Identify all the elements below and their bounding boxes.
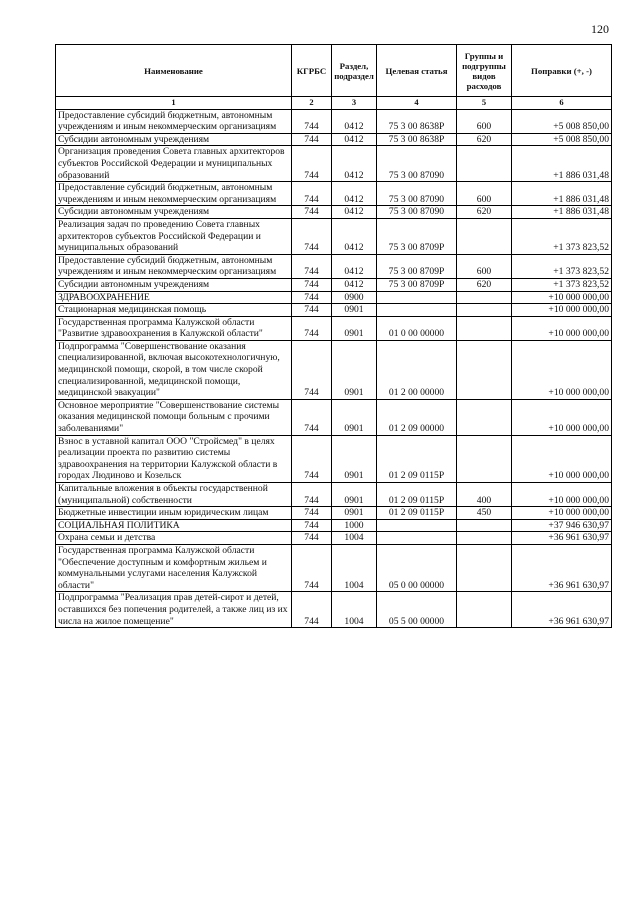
table-row [56,435,612,482]
row-section: 1004 [332,532,377,545]
column-number-row [56,97,612,110]
row-target-article: 01 2 09 0115Р [377,435,457,482]
row-target-article: 75 3 00 8709Р [377,278,457,291]
row-expense-group: 600 [457,254,512,278]
row-expense-group [457,146,512,182]
row-kgrbs: 744 [292,206,332,219]
table-row [56,218,612,254]
row-kgrbs: 744 [292,544,332,591]
row-section: 0901 [332,316,377,340]
table-row [56,254,612,278]
row-name: Государственная программа Калужской области "Развитие здравоохранения в Калужской области" [56,316,292,340]
row-expense-group: 600 [457,109,512,133]
table-row [56,340,612,399]
row-amendment-amount: +36 961 630,97 [512,544,612,591]
row-amendment-amount: +10 000 000,00 [512,507,612,520]
row-expense-group: 620 [457,206,512,219]
row-expense-group [457,544,512,591]
table-row [56,182,612,206]
row-amendment-amount: +36 961 630,97 [512,592,612,628]
row-name: Основное мероприятие "Совершенствование системы оказания медицинской помощи больным с прочими заболеваниями" [56,399,292,435]
row-section: 0901 [332,435,377,482]
column-number: 3 [332,97,377,110]
row-amendment-amount: +1 886 031,48 [512,206,612,219]
row-target-article [377,304,457,317]
row-expense-group [457,291,512,304]
row-target-article: 75 3 00 8638Р [377,133,457,146]
row-name: Подпрограмма "Совершенствование оказания специализированной, включая высокотехнологичную, медицинской помощи, скорой, в том числе скорой специализированной, медицинской помощи, медицинской эвакуации" [56,340,292,399]
column-number: 4 [377,97,457,110]
row-amendment-amount: +10 000 000,00 [512,316,612,340]
row-target-article: 01 2 00 00000 [377,340,457,399]
row-kgrbs: 744 [292,254,332,278]
row-amendment-amount: +1 373 823,52 [512,278,612,291]
row-kgrbs: 744 [292,507,332,520]
row-expense-group [457,532,512,545]
row-target-article: 01 2 09 0115Р [377,507,457,520]
row-amendment-amount: +1 373 823,52 [512,254,612,278]
row-expense-group [457,218,512,254]
row-amendment-amount: +5 008 850,00 [512,109,612,133]
table-row [56,109,612,133]
row-amendment-amount: +5 008 850,00 [512,133,612,146]
row-target-article: 01 2 09 0115Р [377,483,457,507]
row-name: Субсидии автономным учреждениям [56,133,292,146]
row-kgrbs: 744 [292,146,332,182]
table-row [56,133,612,146]
row-expense-group [457,316,512,340]
row-target-article: 75 3 00 87090 [377,146,457,182]
column-number: 5 [457,97,512,110]
row-kgrbs: 744 [292,483,332,507]
row-section: 0900 [332,291,377,304]
row-expense-group: 620 [457,278,512,291]
table-row [56,532,612,545]
row-expense-group: 450 [457,507,512,520]
row-section: 1004 [332,592,377,628]
row-section: 0412 [332,109,377,133]
row-target-article: 75 3 00 8709Р [377,218,457,254]
row-name: Субсидии автономным учреждениям [56,206,292,219]
row-expense-group [457,340,512,399]
table-row [56,399,612,435]
header-target-article: Целевая статья [377,45,457,97]
table-header-row [56,45,612,97]
row-section: 0412 [332,146,377,182]
column-number: 2 [292,97,332,110]
row-expense-group: 600 [457,182,512,206]
row-target-article [377,291,457,304]
row-amendment-amount: +1 373 823,52 [512,218,612,254]
row-expense-group [457,519,512,532]
row-section: 0412 [332,218,377,254]
row-section: 0901 [332,340,377,399]
row-amendment-amount: +1 886 031,48 [512,146,612,182]
row-kgrbs: 744 [292,435,332,482]
row-target-article: 05 0 00 00000 [377,544,457,591]
row-amendment-amount: +1 886 031,48 [512,182,612,206]
row-section: 0901 [332,507,377,520]
table-row [56,544,612,591]
row-expense-group: 620 [457,133,512,146]
row-target-article: 01 0 00 00000 [377,316,457,340]
row-section: 0901 [332,483,377,507]
column-number: 6 [512,97,612,110]
budget-amendments-table [55,44,612,628]
row-name: ЗДРАВООХРАНЕНИЕ [56,291,292,304]
row-amendment-amount: +36 961 630,97 [512,532,612,545]
table-row [56,304,612,317]
row-kgrbs: 744 [292,133,332,146]
row-name: Охрана семьи и детства [56,532,292,545]
row-kgrbs: 744 [292,278,332,291]
row-target-article: 75 3 00 8638Р [377,109,457,133]
row-expense-group [457,304,512,317]
header-expense-groups: Группы и подгруппы видов расходов [457,45,512,97]
table-row [56,483,612,507]
table-row [56,278,612,291]
row-section: 1000 [332,519,377,532]
row-kgrbs: 744 [292,519,332,532]
row-section: 0901 [332,304,377,317]
row-target-article: 75 3 00 8709Р [377,254,457,278]
column-number: 1 [56,97,292,110]
table-row [56,146,612,182]
row-target-article: 75 3 00 87090 [377,182,457,206]
header-name: Наименование [56,45,292,97]
row-kgrbs: 744 [292,316,332,340]
row-target-article: 05 5 00 00000 [377,592,457,628]
row-name: Предоставление субсидий бюджетным, автономным учреждениям и иным некоммерческим организациям [56,109,292,133]
row-amendment-amount: +10 000 000,00 [512,340,612,399]
row-section: 0412 [332,182,377,206]
row-section: 0412 [332,278,377,291]
row-name: СОЦИАЛЬНАЯ ПОЛИТИКА [56,519,292,532]
table-row [56,316,612,340]
header-kgrbs: КГРБС [292,45,332,97]
row-amendment-amount: +10 000 000,00 [512,304,612,317]
row-name: Предоставление субсидий бюджетным, автономным учреждениям и иным некоммерческим организациям [56,254,292,278]
row-name: Реализация задач по проведению Совета главных архитекторов субъектов Российской Федерации и муниципальных образований [56,218,292,254]
table-row [56,291,612,304]
row-kgrbs: 744 [292,340,332,399]
row-target-article [377,519,457,532]
row-kgrbs: 744 [292,218,332,254]
row-amendment-amount: +10 000 000,00 [512,291,612,304]
row-kgrbs: 744 [292,109,332,133]
table-row [56,507,612,520]
row-kgrbs: 744 [292,592,332,628]
row-section: 0412 [332,206,377,219]
row-section: 0901 [332,399,377,435]
page-number: 120 [591,22,609,36]
row-kgrbs: 744 [292,532,332,545]
row-expense-group [457,399,512,435]
row-expense-group [457,592,512,628]
row-kgrbs: 744 [292,291,332,304]
row-target-article: 75 3 00 87090 [377,206,457,219]
row-name: Бюджетные инвестиции иным юридическим лицам [56,507,292,520]
row-name: Капитальные вложения в объекты государственной (муниципальной) собственности [56,483,292,507]
table-row [56,206,612,219]
row-name: Организация проведения Совета главных архитекторов субъектов Российской Федерации и муниципальных образований [56,146,292,182]
row-name: Предоставление субсидий бюджетным, автономным учреждениям и иным некоммерческим организациям [56,182,292,206]
row-name: Государственная программа Калужской области "Обеспечение доступным и комфортным жильем и коммунальными услугами населения Калужской области" [56,544,292,591]
row-amendment-amount: +10 000 000,00 [512,399,612,435]
table-body [56,109,612,628]
row-section: 0412 [332,133,377,146]
row-name: Стационарная медицинская помощь [56,304,292,317]
row-name: Подпрограмма "Реализация прав детей-сирот и детей, оставшихся без попечения родителей, а также лиц из их числа на жилое помещение" [56,592,292,628]
header-amendments: Поправки (+, -) [512,45,612,97]
row-section: 0412 [332,254,377,278]
row-amendment-amount: +10 000 000,00 [512,483,612,507]
row-target-article [377,532,457,545]
row-amendment-amount: +37 946 630,97 [512,519,612,532]
row-target-article: 01 2 09 00000 [377,399,457,435]
row-name: Взнос в уставной капитал ООО "Стройсмед" в целях реализации проекта по развитию системы здравоохранения на территории Калужской области в городах Людиново и Козельск [56,435,292,482]
row-name: Субсидии автономным учреждениям [56,278,292,291]
row-expense-group [457,435,512,482]
row-kgrbs: 744 [292,304,332,317]
table-row [56,519,612,532]
header-section: Раздел, подраздел [332,45,377,97]
row-section: 1004 [332,544,377,591]
row-kgrbs: 744 [292,182,332,206]
row-kgrbs: 744 [292,399,332,435]
row-amendment-amount: +10 000 000,00 [512,435,612,482]
row-expense-group: 400 [457,483,512,507]
table-row [56,592,612,628]
